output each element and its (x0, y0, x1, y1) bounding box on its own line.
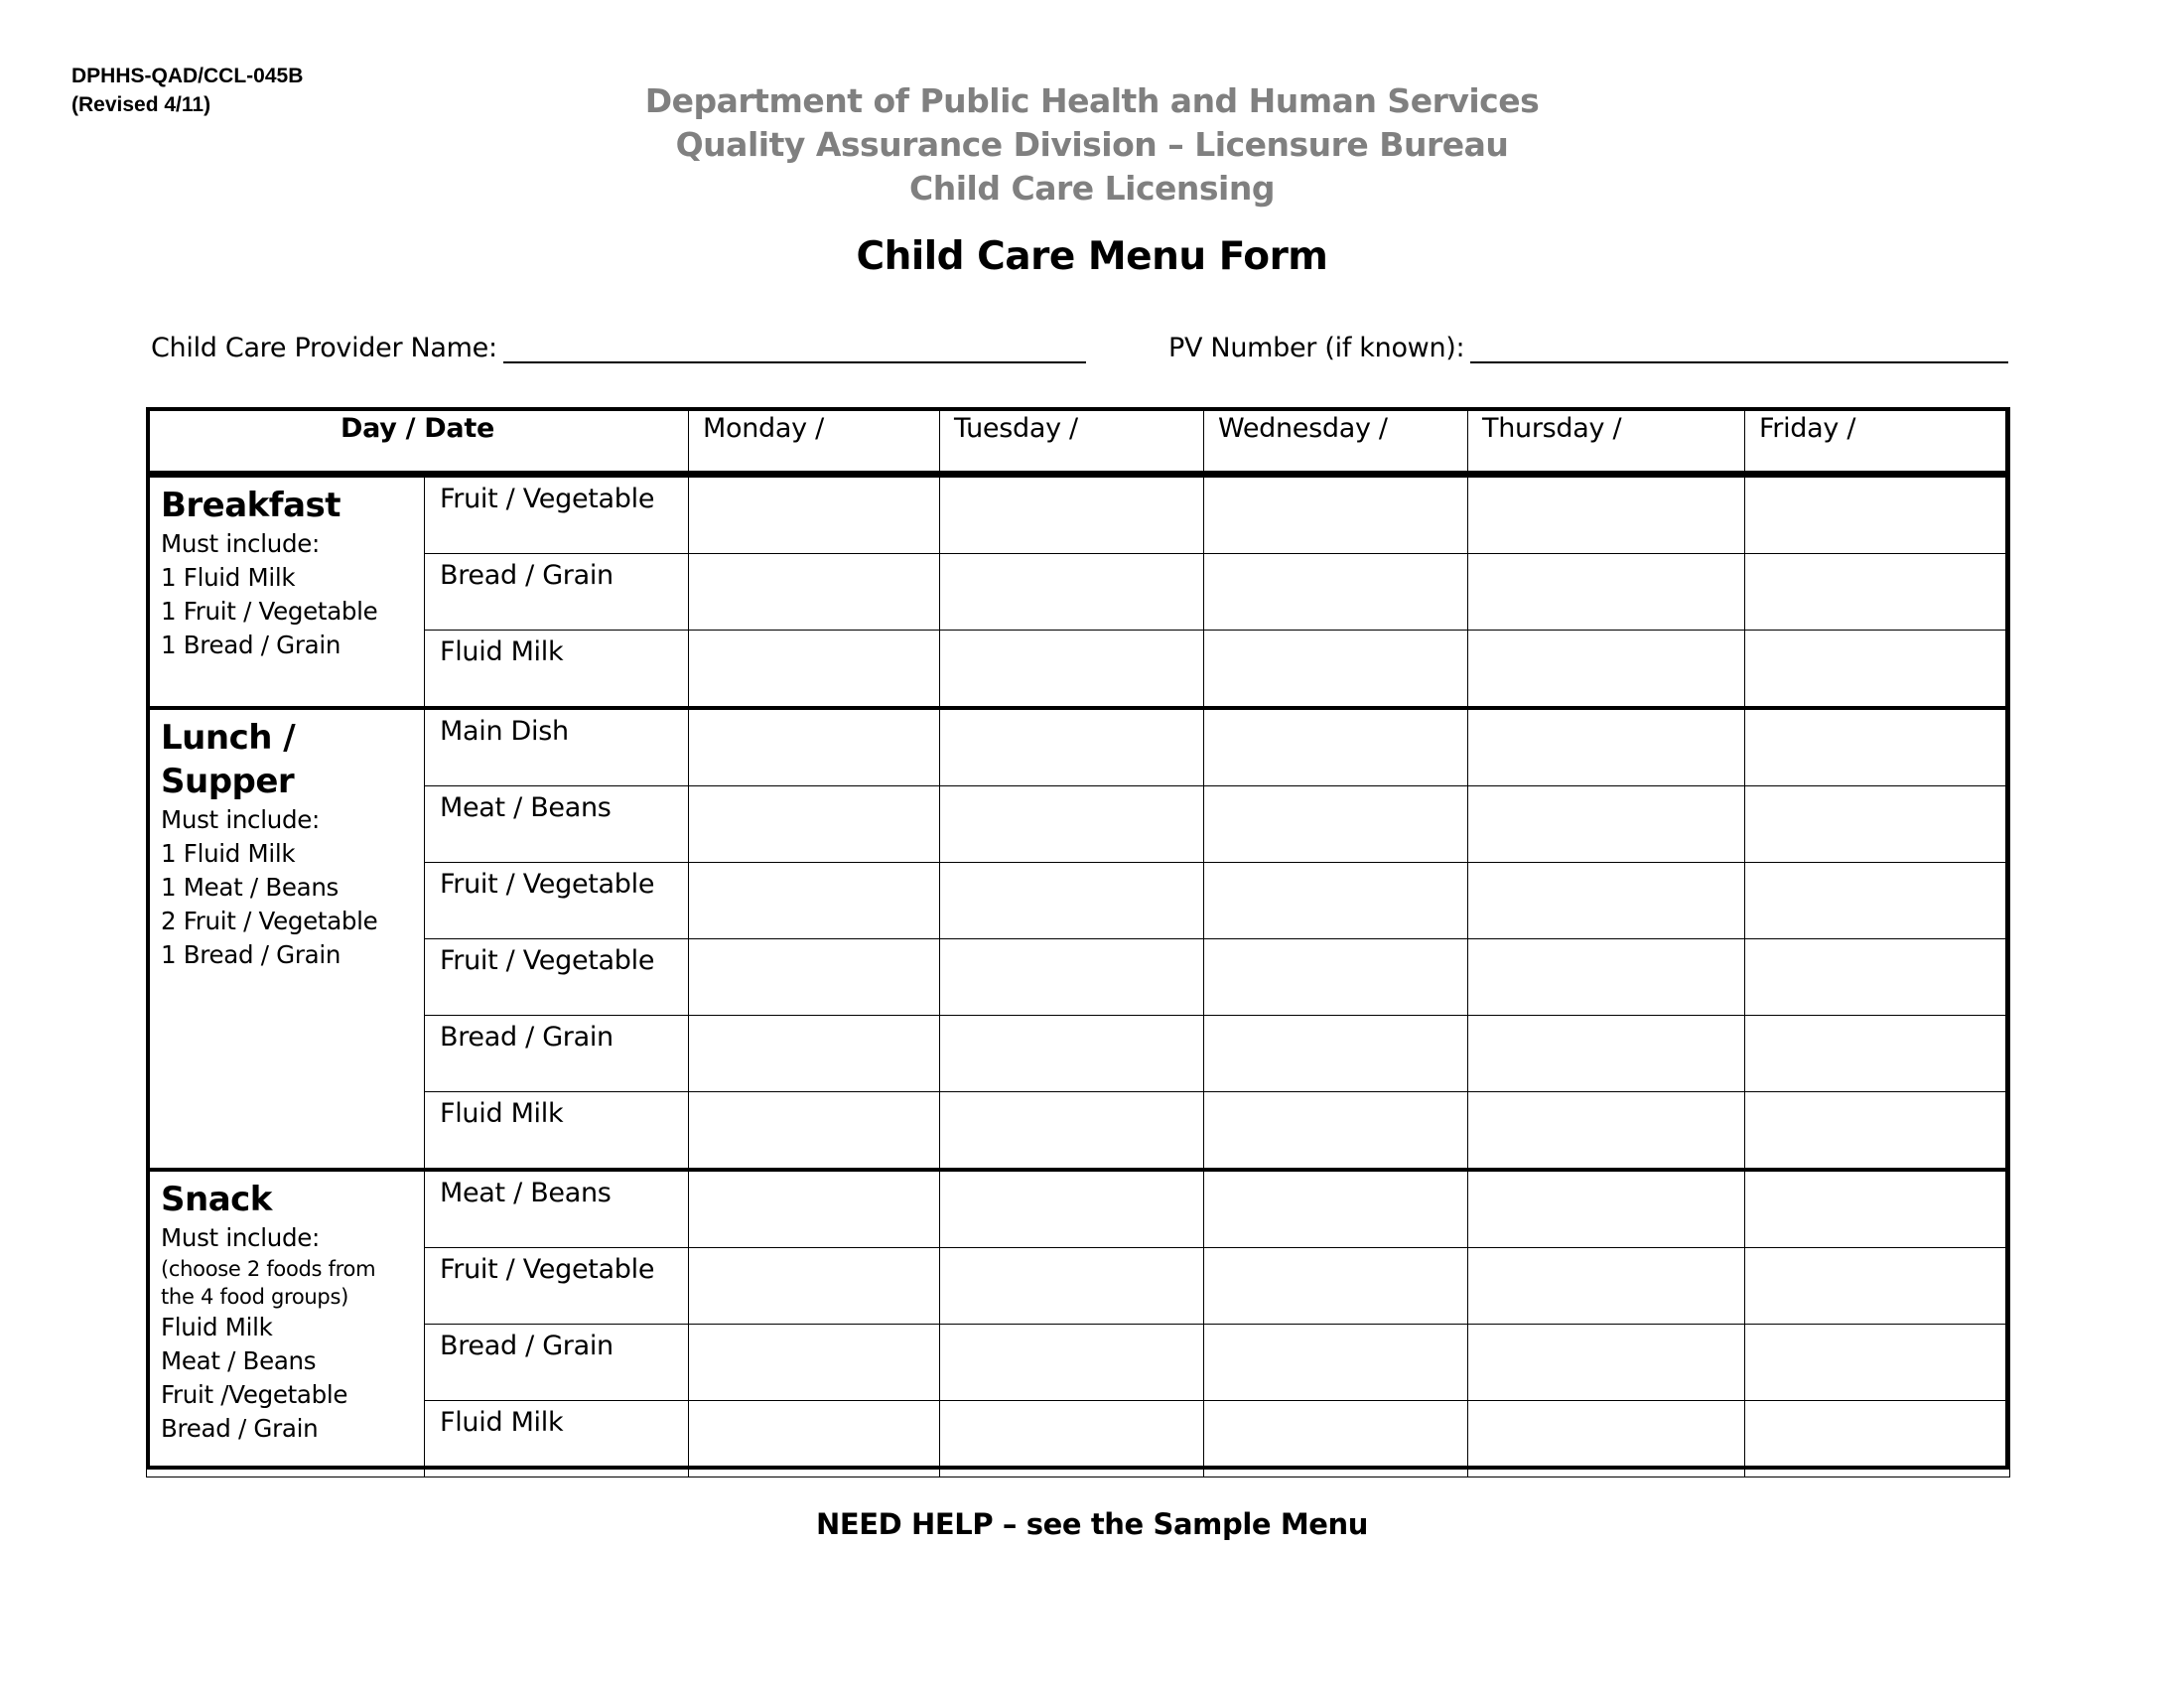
requirement-line: Bread / Grain (161, 1414, 319, 1443)
day-header-friday[interactable]: Friday / (1745, 408, 2010, 477)
requirement-line: 1 Fruit / Vegetable (161, 597, 378, 626)
menu-table (146, 407, 2010, 1477)
food-item-label: Fluid Milk (425, 631, 689, 709)
provider-name-field (151, 332, 1086, 363)
food-item-label: Fruit / Vegetable (425, 863, 689, 939)
menu-cell[interactable] (689, 939, 940, 1016)
menu-cell[interactable] (1468, 1092, 1745, 1171)
table-row (147, 786, 2010, 863)
snack-group-label (147, 1170, 425, 1477)
menu-cell[interactable] (1745, 476, 2010, 554)
lunch-supper-title: Lunch / Supper (161, 718, 296, 801)
table-row (147, 1325, 2010, 1401)
menu-cell[interactable] (1468, 554, 1745, 631)
form-revision: (Revised 4/11) (71, 93, 211, 116)
table-row (147, 1248, 2010, 1325)
menu-cell[interactable] (1745, 708, 2010, 786)
menu-cell[interactable] (689, 1170, 940, 1248)
menu-cell[interactable] (689, 554, 940, 631)
menu-cell[interactable] (689, 476, 940, 554)
menu-cell[interactable] (1745, 1248, 2010, 1325)
menu-cell[interactable] (1468, 1016, 1745, 1092)
day-date-header: Day / Date (147, 408, 689, 477)
menu-cell[interactable] (940, 708, 1204, 786)
menu-cell[interactable] (1204, 939, 1468, 1016)
table-row (147, 554, 2010, 631)
requirement-line: 1 Fluid Milk (161, 563, 296, 592)
menu-cell[interactable] (940, 631, 1204, 709)
breakfast-section (147, 476, 2010, 708)
breakfast-group-label (147, 476, 425, 708)
menu-cell[interactable] (940, 1248, 1204, 1325)
menu-cell[interactable] (689, 1248, 940, 1325)
day-header-monday[interactable]: Monday / (689, 408, 940, 477)
agency-header (0, 79, 2184, 211)
menu-cell[interactable] (1745, 939, 2010, 1016)
agency-line-3: Child Care Licensing (909, 169, 1275, 208)
requirement-line: Must include: (161, 805, 320, 834)
day-header-thursday[interactable]: Thursday / (1468, 408, 1745, 477)
menu-cell[interactable] (1204, 786, 1468, 863)
table-row (147, 1401, 2010, 1477)
menu-cell[interactable] (1204, 1170, 1468, 1248)
table-row (147, 631, 2010, 709)
table-row (147, 476, 2010, 554)
menu-cell[interactable] (1468, 863, 1745, 939)
menu-cell[interactable] (940, 1325, 1204, 1401)
food-item-label: Fruit / Vegetable (425, 939, 689, 1016)
provider-name-input[interactable] (503, 332, 1086, 363)
menu-cell[interactable] (1468, 1248, 1745, 1325)
menu-cell[interactable] (1204, 554, 1468, 631)
requirement-line: Must include: (161, 1223, 320, 1252)
menu-cell[interactable] (1204, 1325, 1468, 1401)
food-item-label: Fluid Milk (425, 1092, 689, 1171)
food-item-label: Fruit / Vegetable (425, 476, 689, 554)
table-row (147, 1016, 2010, 1092)
menu-cell[interactable] (1204, 708, 1468, 786)
menu-cell[interactable] (1745, 631, 2010, 709)
food-item-label: Bread / Grain (425, 554, 689, 631)
food-item-label: Bread / Grain (425, 1325, 689, 1401)
menu-cell[interactable] (1745, 1092, 2010, 1171)
snack-title: Snack (161, 1180, 272, 1219)
menu-cell[interactable] (1468, 786, 1745, 863)
menu-cell[interactable] (1468, 1170, 1745, 1248)
table-row (147, 863, 2010, 939)
requirement-line: 1 Bread / Grain (161, 631, 341, 659)
requirement-note: (choose 2 foods from the 4 food groups) (161, 1257, 376, 1309)
help-text: NEED HELP – see the Sample Menu (815, 1507, 1369, 1541)
menu-cell[interactable] (689, 1325, 940, 1401)
day-header-tuesday[interactable]: Tuesday / (940, 408, 1204, 477)
menu-cell[interactable] (1468, 939, 1745, 1016)
provider-name-label: Child Care Provider Name: (151, 333, 497, 363)
agency-line-2: Quality Assurance Division – Licensure Bureau (675, 125, 1509, 164)
pv-number-field (1168, 332, 2008, 363)
menu-cell[interactable] (1745, 786, 2010, 863)
requirement-line: 1 Bread / Grain (161, 940, 341, 969)
table-row (147, 1092, 2010, 1171)
menu-cell[interactable] (1204, 863, 1468, 939)
pv-number-label: PV Number (if known): (1168, 333, 1465, 363)
table-row (147, 939, 2010, 1016)
menu-cell[interactable] (689, 786, 940, 863)
pv-number-input[interactable] (1470, 332, 2008, 363)
requirement-line: 1 Fluid Milk (161, 839, 296, 868)
food-item-label: Main Dish (425, 708, 689, 786)
table-header-row (147, 408, 2010, 477)
requirement-line: Must include: (161, 529, 320, 558)
menu-cell[interactable] (1468, 1401, 1745, 1477)
menu-cell[interactable] (689, 1401, 940, 1477)
menu-cell[interactable] (1204, 631, 1468, 709)
table-row (147, 1170, 2010, 1248)
menu-cell[interactable] (1468, 708, 1745, 786)
menu-cell[interactable] (1745, 554, 2010, 631)
menu-cell[interactable] (940, 554, 1204, 631)
food-item-label: Meat / Beans (425, 1170, 689, 1248)
menu-cell[interactable] (1745, 1325, 2010, 1401)
menu-cell[interactable] (1745, 1401, 2010, 1477)
menu-cell[interactable] (1468, 1325, 1745, 1401)
food-item-label: Fruit / Vegetable (425, 1248, 689, 1325)
menu-cell[interactable] (940, 939, 1204, 1016)
menu-cell[interactable] (689, 631, 940, 709)
menu-cell[interactable] (940, 863, 1204, 939)
form-title: Child Care Menu Form (856, 234, 1328, 279)
menu-cell[interactable] (940, 1092, 1204, 1171)
requirement-line: Fruit /Vegetable (161, 1380, 348, 1409)
food-item-label: Bread / Grain (425, 1016, 689, 1092)
requirement-line: 2 Fruit / Vegetable (161, 907, 378, 935)
menu-cell[interactable] (940, 1016, 1204, 1092)
menu-cell[interactable] (1745, 1170, 2010, 1248)
menu-cell[interactable] (1468, 631, 1745, 709)
food-item-label: Fluid Milk (425, 1401, 689, 1477)
lunch-supper-section (147, 708, 2010, 1170)
menu-cell[interactable] (940, 1401, 1204, 1477)
menu-cell[interactable] (940, 786, 1204, 863)
table-row (147, 708, 2010, 786)
menu-cell[interactable] (689, 708, 940, 786)
food-item-label: Meat / Beans (425, 786, 689, 863)
requirement-line: Fluid Milk (161, 1313, 273, 1341)
day-header-wednesday[interactable]: Wednesday / (1204, 408, 1468, 477)
menu-cell[interactable] (689, 1016, 940, 1092)
snack-section (147, 1170, 2010, 1477)
menu-cell[interactable] (1204, 1401, 1468, 1477)
requirement-line: Meat / Beans (161, 1346, 317, 1375)
menu-cell[interactable] (1204, 1016, 1468, 1092)
breakfast-title: Breakfast (161, 486, 341, 525)
menu-cell[interactable] (689, 1092, 940, 1171)
menu-cell[interactable] (1468, 476, 1745, 554)
menu-cell[interactable] (1204, 1248, 1468, 1325)
lunch-supper-group-label (147, 708, 425, 1170)
menu-cell[interactable] (1745, 1016, 2010, 1092)
menu-cell[interactable] (1745, 863, 2010, 939)
form-id: DPHHS-QAD/CCL-045B (71, 65, 304, 87)
menu-cell[interactable] (940, 476, 1204, 554)
menu-cell[interactable] (689, 863, 940, 939)
requirement-line: 1 Meat / Beans (161, 873, 340, 902)
agency-line-1: Department of Public Health and Human Services (644, 81, 1540, 120)
provider-info-row (0, 332, 2184, 371)
menu-cell[interactable] (1204, 1092, 1468, 1171)
menu-cell[interactable] (1204, 476, 1468, 554)
menu-cell[interactable] (940, 1170, 1204, 1248)
